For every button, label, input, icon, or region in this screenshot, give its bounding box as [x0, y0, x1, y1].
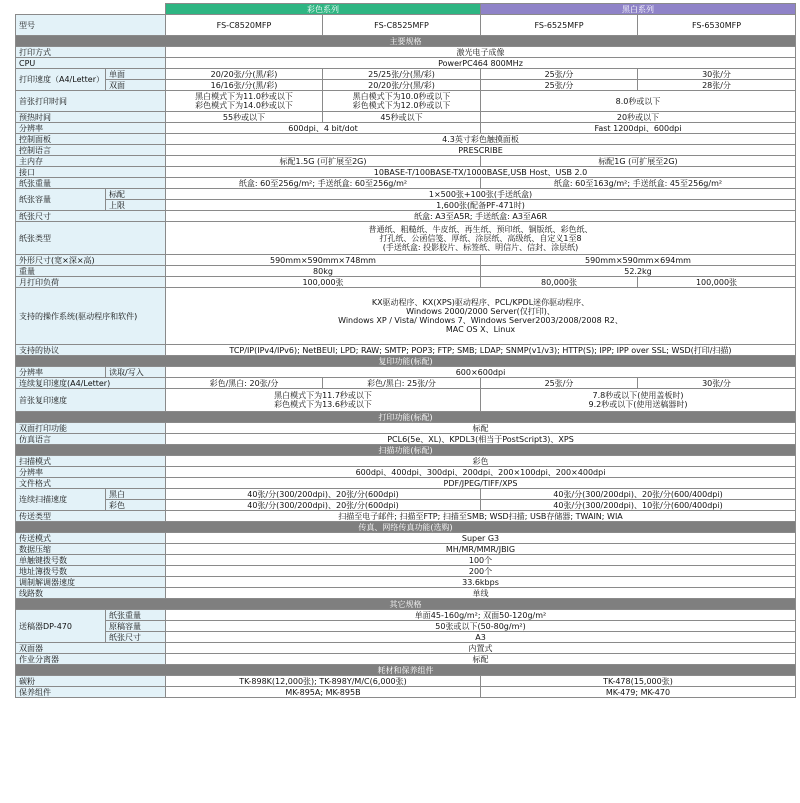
row-value: 黑白模式下为10.0秒或以下 彩色模式下为12.0秒或以下 — [323, 91, 481, 112]
row-label: 外形尺寸(宽×深×高) — [16, 255, 166, 266]
row-label: 重量 — [16, 266, 166, 277]
row-label: 分辨率 — [16, 367, 106, 378]
row-value: 20秒或以下 — [481, 112, 796, 123]
row-value: 纸盒: 60至256g/m²; 手送纸盒: 60至256g/m² — [166, 178, 481, 189]
row-label: 单触键拨号数 — [16, 555, 166, 566]
row-sublabel: 上限 — [106, 200, 166, 211]
row-value: 30张/分 — [638, 69, 796, 80]
corner-blank — [16, 4, 166, 15]
row-label: 传送模式 — [16, 533, 166, 544]
row-label: 打印方式 — [16, 47, 166, 58]
row-value: 4.3英寸彩色触摸面板 — [166, 134, 796, 145]
section-main-header: 主要规格 — [16, 36, 796, 47]
row-label: 传送类型 — [16, 511, 166, 522]
row-value: 100个 — [166, 555, 796, 566]
row-label: 接口 — [16, 167, 166, 178]
row-value: 20/20张/分(黑/彩) — [166, 69, 323, 80]
color-series-header: 彩色系列 — [166, 4, 481, 15]
row-value: 黑白模式下为11.0秒或以下 彩色模式下为14.0秒或以下 — [166, 91, 323, 112]
row-value: 40张/分(300/200dpi)、10张/分(600/400dpi) — [481, 500, 796, 511]
row-value: 40张/分(300/200dpi)、20张/分(600/400dpi) — [481, 489, 796, 500]
row-value: 33.6kbps — [166, 577, 796, 588]
row-value: TCP/IP(IPv4/IPv6); NetBEUI; LPD; RAW; SMTP; POP3; FTP; SMB; LDAP; SNMP(v1/v3); HTTP(S); IPP; IPP over SSL; WSD(打印/扫描) — [166, 345, 796, 356]
row-value: 激光电子成像 — [166, 47, 796, 58]
row-label: 地址簿拨号数 — [16, 566, 166, 577]
section-scan-header: 扫描功能(标配) — [16, 445, 796, 456]
row-value: TK-898K(12,000张); TK-898Y/M/C(6,000张) — [166, 676, 481, 687]
row-value: PRESCRIBE — [166, 145, 796, 156]
row-label: CPU — [16, 58, 166, 69]
row-value: 彩色/黑白: 20张/分 — [166, 378, 323, 389]
row-label: 碳粉 — [16, 676, 166, 687]
model-label: 型号 — [16, 15, 166, 36]
row-label: 扫描模式 — [16, 456, 166, 467]
row-label: 首张打印时间 — [16, 91, 166, 112]
spec-sheet — [15, 3, 795, 698]
row-label: 纸张类型 — [16, 222, 166, 255]
row-sublabel: 彩色 — [106, 500, 166, 511]
row-value: TK-478(15,000张) — [481, 676, 796, 687]
row-sublabel: 读取/写入 — [106, 367, 166, 378]
row-label: 主内存 — [16, 156, 166, 167]
row-value: 内置式 — [166, 643, 796, 654]
row-value: 28张/分 — [638, 80, 796, 91]
model-name: FS-C8520MFP — [166, 15, 323, 36]
row-label: 控制面板 — [16, 134, 166, 145]
row-value: 590mm×590mm×748mm — [166, 255, 481, 266]
row-value: 扫描至电子邮件; 扫描至FTP; 扫描至SMB; WSD扫描; USB存储器; TWAIN; WIA — [166, 511, 796, 522]
row-value: 7.8秒或以下(使用盖板时) 9.2秒或以下(使用送稿器时) — [481, 389, 796, 412]
row-value: 80kg — [166, 266, 481, 277]
row-value: 30张/分 — [638, 378, 796, 389]
row-value: 普通纸、粗糙纸、牛皮纸、再生纸、预印纸、铜版纸、彩色纸、 打孔纸、公函信笺、厚纸、涂层纸、高级纸、自定义1至8 (手送纸盒: 投影胶片、标签纸、明信片、信封、涂层纸) — [166, 222, 796, 255]
row-value: PDF/JPEG/TIFF/XPS — [166, 478, 796, 489]
row-value: 200个 — [166, 566, 796, 577]
row-value: 590mm×590mm×694mm — [481, 255, 796, 266]
row-value: 纸盒: 60至163g/m²; 手送纸盒: 45至256g/m² — [481, 178, 796, 189]
row-label: 支持的协议 — [16, 345, 166, 356]
section-fax-header: 传真、网络传真功能(选购) — [16, 522, 796, 533]
row-label: 线路数 — [16, 588, 166, 599]
row-sublabel: 黑白 — [106, 489, 166, 500]
row-label: 预热时间 — [16, 112, 166, 123]
row-value: 80,000张 — [481, 277, 638, 288]
row-value: 55秒或以下 — [166, 112, 323, 123]
row-value: 25张/分 — [481, 80, 638, 91]
section-supplies-header: 耗材和保养组件 — [16, 665, 796, 676]
row-value: Fast 1200dpi、600dpi — [481, 123, 796, 134]
row-value: PCL6(5e、XL)、KPDL3(相当于PostScript3)、XPS — [166, 434, 796, 445]
row-value: 标配 — [166, 423, 796, 434]
row-value: 10BASE-T/100BASE-TX/1000BASE,USB Host、USB 2.0 — [166, 167, 796, 178]
row-value: 100,000张 — [166, 277, 481, 288]
row-value: 600dpi、400dpi、300dpi、200dpi、200×100dpi、200×400dpi — [166, 467, 796, 478]
section-print-header: 打印功能(标配) — [16, 412, 796, 423]
model-name: FS-6525MFP — [481, 15, 638, 36]
row-value: 16/16张/分(黑/彩) — [166, 80, 323, 91]
model-name: FS-6530MFP — [638, 15, 796, 36]
row-value: 25张/分 — [481, 69, 638, 80]
row-value: 40张/分(300/200dpi)、20张/分(600dpi) — [166, 500, 481, 511]
row-label: 双面器 — [16, 643, 166, 654]
row-label: 连续复印速度(A4/Letter) — [16, 378, 166, 389]
row-sublabel: 纸张尺寸 — [106, 632, 166, 643]
row-value: 标配 — [166, 654, 796, 665]
row-sublabel: 纸张重量 — [106, 610, 166, 621]
row-value: 黑白模式下为11.7秒或以下 彩色模式下为13.6秒或以下 — [166, 389, 481, 412]
row-sublabel: 双面 — [106, 80, 166, 91]
row-value: Super G3 — [166, 533, 796, 544]
row-label: 纸张容量 — [16, 189, 106, 211]
row-value: 600×600dpi — [166, 367, 796, 378]
row-value: 45秒或以下 — [323, 112, 481, 123]
row-value: 单面45-160g/m²; 双面50-120g/m² — [166, 610, 796, 621]
row-label: 送稿器DP-470 — [16, 610, 106, 643]
row-value: 20/20张/分(黑/彩) — [323, 80, 481, 91]
row-label: 纸张重量 — [16, 178, 166, 189]
row-value: KX驱动程序、KX(XPS)驱动程序、PCL/KPDL迷你驱动程序、 Windows 2000/2000 Server(仅打印)、 Windows XP / Vista/ Windows 7、Windows Server2003/2008/2008 R2、 MAC OS X、Linux — [166, 288, 796, 345]
row-value: 纸盒: A3至A5R; 手送纸盒: A3至A6R — [166, 211, 796, 222]
row-label: 月打印负荷 — [16, 277, 166, 288]
row-value: 52.2kg — [481, 266, 796, 277]
row-label: 纸张尺寸 — [16, 211, 166, 222]
row-value: 25张/分 — [481, 378, 638, 389]
row-label: 数据压缩 — [16, 544, 166, 555]
row-value: 彩色/黑白: 25张/分 — [323, 378, 481, 389]
row-label: 控制语言 — [16, 145, 166, 156]
row-label: 文件格式 — [16, 478, 166, 489]
row-value: 25/25张/分(黑/彩) — [323, 69, 481, 80]
model-name: FS-C8525MFP — [323, 15, 481, 36]
row-value: 100,000张 — [638, 277, 796, 288]
row-value: 8.0秒或以下 — [481, 91, 796, 112]
row-value: A3 — [166, 632, 796, 643]
row-value: 标配1G (可扩展至2G) — [481, 156, 796, 167]
row-label: 保养组件 — [16, 687, 166, 698]
row-value: 单线 — [166, 588, 796, 599]
spec-table — [15, 3, 796, 698]
row-label: 打印速度（A4/Letter） — [16, 69, 106, 91]
section-other-header: 其它规格 — [16, 599, 796, 610]
section-copy-header: 复印功能(标配) — [16, 356, 796, 367]
row-value: MK-895A; MK-895B — [166, 687, 481, 698]
row-sublabel: 单面 — [106, 69, 166, 80]
row-label: 首张复印速度 — [16, 389, 166, 412]
row-sublabel: 原稿容量 — [106, 621, 166, 632]
row-value: 标配1.5G (可扩展至2G) — [166, 156, 481, 167]
row-value: 彩色 — [166, 456, 796, 467]
row-label: 仿真语言 — [16, 434, 166, 445]
mono-series-header: 黑白系列 — [481, 4, 796, 15]
row-value: 1,600张(配备PF-471时) — [166, 200, 796, 211]
row-label: 连续扫描速度 — [16, 489, 106, 511]
row-value: MK-479; MK-470 — [481, 687, 796, 698]
row-label: 分辨率 — [16, 467, 166, 478]
row-value: 1×500张+100张(手送纸盒) — [166, 189, 796, 200]
row-label: 分辨率 — [16, 123, 166, 134]
row-value: 600dpi、4 bit/dot — [166, 123, 481, 134]
row-label: 作业分离器 — [16, 654, 166, 665]
row-label: 支持的操作系统(驱动程序和软件) — [16, 288, 166, 345]
row-label: 调制解调器速度 — [16, 577, 166, 588]
row-label: 双面打印功能 — [16, 423, 166, 434]
row-value: PowerPC464 800MHz — [166, 58, 796, 69]
row-value: 50张或以下(50-80g/m²) — [166, 621, 796, 632]
row-value: MH/MR/MMR/JBIG — [166, 544, 796, 555]
row-sublabel: 标配 — [106, 189, 166, 200]
row-value: 40张/分(300/200dpi)、20张/分(600dpi) — [166, 489, 481, 500]
